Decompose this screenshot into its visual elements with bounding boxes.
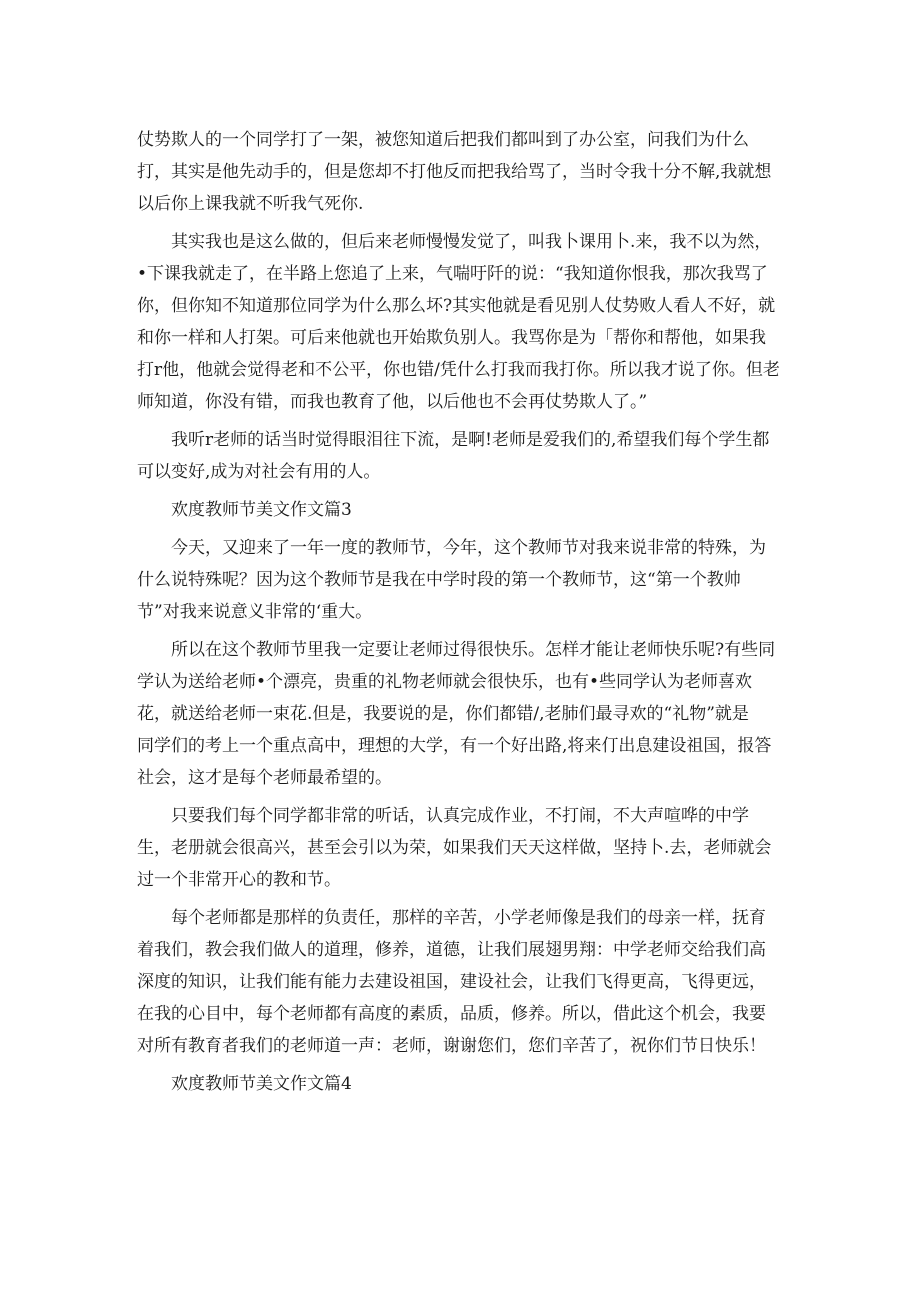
text-line: 可以变好,成为对社会有用的人。 [137,462,381,482]
text-line: 以后你上课我就不听我气死你. [137,194,364,214]
text-line: 和你一样和人打架。可后来他就也开始欺负别人。我骂你是为「帮你和帮他，如果我 [137,328,766,348]
text-line: 学认为送给老师•个漂亮，贵重的礼物老师就会很快乐，也有•些同学认为老师喜欢 [137,672,753,692]
text-line: 每个老师都是那样的负责任，那样的辛苦，小学老师像是我们的母亲一样，抚育 [171,908,766,928]
text-line: 仗势欺人的一个同学打了一架，被您知道后把我们都叫到了办公室，问我们为什么 [137,130,749,150]
paragraph [137,634,787,794]
text-line: 打，其实是他先动手的，但是您却不打他反而把我给骂了，当时令我十分不解,我就想 [137,162,772,182]
section-heading [137,1068,787,1100]
heading-text: 欢度教师节美文作文篇4 [171,1074,352,1094]
section-heading [137,494,787,526]
paragraph [137,226,787,418]
text-line: 对所有教育者我们的老师道一声：老师，谢谢您们，您们辛苦了，祝你们节日快乐！ [137,1036,766,1056]
document-body [137,124,787,1100]
paragraph [137,424,787,488]
text-line: 深度的知识，让我们能有能力去建设祖国，建设社会，让我们飞得更高，飞得更远， [137,972,766,992]
paragraph [137,532,787,628]
text-line: 在我的心目中，每个老师都有高度的素质，品质，修养。所以，借此这个机会，我要 [137,1004,766,1024]
paragraph [137,800,787,896]
paragraph [137,124,787,220]
text-line: 我听r老师的话当时觉得眼泪往下流，是啊!老师是爱我们的,希望我们每个学生都 [171,430,770,450]
heading-text: 欢度教师节美文作文篇3 [171,500,352,520]
text-line: 社会，这才是每个老师最希望的。 [137,768,392,788]
text-line: 过一个非常开心的教和节。 [137,870,341,890]
text-line: 打r他，他就会觉得老和不公平，你也错/凭什么打我而我打你。所以我才说了你。但老 [137,360,780,380]
text-line: •下课我就走了，在半路上您追了上来，气喘吁阡的说：“我知道你恨我，那次我骂了 [137,264,768,284]
text-line: 什么说特殊呢？因为这个教师节是我在中学时段的第一个教师节，这“第一个教帅 [137,570,741,590]
text-line: 节”对我来说意义非常的‘重大。 [137,602,373,622]
text-line: 所以在这个教师节里我一定要让老师过得很快乐。怎样才能让老师快乐呢?有些同 [171,640,776,660]
paragraph [137,902,787,1062]
text-line: 生，老册就会很高兴，甚至会引以为荣，如果我们天天这样做，坚持卜.去，老师就会 [137,838,772,858]
text-line: 师知道，你没有错，而我也教育了他，以后他也不会再仗势欺人了。” [137,392,648,412]
text-line: 只要我们每个同学都非常的听话，认真完成作业，不打闹，不大声喧哗的中学 [171,806,749,826]
text-line: 其实我也是这么做的，但后来老师慢慢发觉了，叫我卜课用卜.来，我不以为然， [171,232,772,252]
text-line: 你，但你知不知道那位同学为什么那么坏?其实他就是看见别人仗势败人看人不好，就 [137,296,776,316]
text-line: 同学们的考上一个重点高中，理想的大学，有一个好出路,将来仃出息建设祖国，报答 [137,736,772,756]
text-line: 今天，又迎来了一年一度的教师节，今年，这个教师节对我来说非常的特殊，为 [171,538,766,558]
text-line: 花，就送给老师一束花.但是，我要说的是，你们都错/,老肺们最寻欢的“礼物”就是 [137,704,749,724]
text-line: 着我们，教会我们做人的道理，修养，道德，让我们展翅男翔：中学老师交给我们高 [137,940,766,960]
